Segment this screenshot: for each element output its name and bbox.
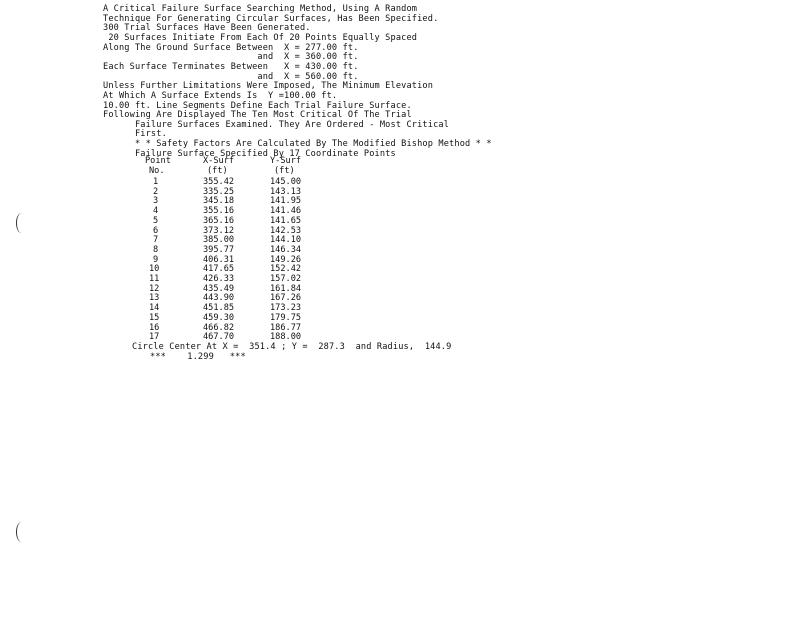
x-surf-value: 459.30 (203, 312, 235, 323)
x-surf-value: 417.65 (203, 264, 235, 275)
x-surf-value: 355.42 (203, 177, 235, 187)
left-bracket-mark (16, 213, 27, 233)
point-number: 9 (153, 254, 159, 265)
x-surf-value: 426.33 (203, 274, 235, 284)
column-subheader: (ft) (274, 166, 295, 176)
x-surf-value: 435.49 (203, 283, 235, 294)
y-surf-value: 152.42 (270, 264, 302, 275)
x-surf-value: 345.18 (203, 196, 235, 207)
y-surf-value: 141.95 (270, 196, 302, 207)
y-surf-value: 145.00 (270, 177, 302, 187)
column-header: Point (145, 156, 171, 166)
point-number: 7 (153, 235, 159, 246)
x-surf-value: 466.82 (203, 322, 235, 333)
y-surf-value: 146.34 (270, 244, 302, 255)
y-surf-value: 141.46 (270, 206, 302, 217)
header-line: Along The Ground Surface Between X = 277.00 ft. (103, 42, 359, 53)
x-surf-value: 451.85 (203, 303, 235, 314)
x-surf-value: 443.90 (203, 293, 235, 304)
header-line: A Critical Failure Surface Searching Method, Using A Random (103, 4, 418, 14)
circle-center-line: Circle Center At X = 351.4 ; Y = 287.3 and Radius, 144.9 (132, 342, 452, 352)
header-line: Technique For Generating Circular Surfaces, Has Been Specified. (103, 13, 439, 24)
point-number: 3 (153, 196, 159, 207)
y-surf-value: 188.00 (270, 332, 302, 343)
point-number: 8 (153, 244, 159, 255)
point-number: 10 (149, 264, 160, 275)
x-surf-value: 373.12 (203, 225, 235, 236)
y-surf-value: 161.84 (270, 283, 302, 294)
column-subheader: (ft) (207, 166, 228, 176)
y-surf-value: 144.10 (270, 235, 302, 246)
header-line: Each Surface Terminates Between X = 430.00 ft. (103, 61, 359, 72)
header-line: Following Are Displayed The Ten Most Critical Of The Trial (103, 110, 412, 121)
header-line: 20 Surfaces Initiate From Each Of 20 Points Equally Spaced (103, 32, 418, 43)
y-surf-value: 186.77 (270, 322, 302, 333)
x-surf-value: 406.31 (203, 254, 235, 265)
column-header: X-Surf (203, 156, 235, 166)
y-surf-value: 157.02 (270, 274, 302, 284)
y-surf-value: 143.13 (270, 186, 302, 197)
point-number: 12 (149, 283, 160, 294)
x-surf-value: 385.00 (203, 235, 235, 246)
y-surf-value: 179.75 (270, 312, 302, 323)
point-number: 13 (149, 293, 160, 304)
x-surf-value: 365.16 (203, 215, 235, 226)
point-number: 16 (149, 322, 160, 333)
point-number: 2 (153, 186, 159, 197)
point-number: 11 (149, 274, 160, 284)
x-surf-value: 395.77 (203, 244, 235, 255)
safety-factor-line: *** 1.299 *** (150, 352, 246, 362)
header-line: and X = 560.00 ft. (103, 71, 359, 82)
header-line: At Which A Surface Extends Is Y =100.00 ft. (103, 90, 338, 101)
header-line: * * Safety Factors Are Calculated By The Modified Bishop Method * * (103, 139, 492, 150)
y-surf-value: 149.26 (270, 254, 302, 265)
y-surf-value: 142.53 (270, 225, 302, 236)
point-number: 1 (153, 177, 159, 187)
y-surf-value: 167.26 (270, 293, 302, 304)
point-number: 15 (149, 312, 160, 323)
header-line: 10.00 ft. Line Segments Define Each Trial Failure Surface. (103, 100, 412, 111)
column-subheader: No. (149, 166, 165, 176)
column-header: Y-Surf (270, 156, 302, 166)
y-surf-value: 173.23 (270, 303, 302, 314)
header-line: First. (103, 129, 167, 140)
point-number: 4 (153, 206, 159, 217)
point-number: 5 (153, 215, 159, 226)
x-surf-value: 335.25 (203, 186, 235, 197)
point-number: 17 (149, 332, 160, 343)
x-surf-value: 467.70 (203, 332, 235, 343)
header-line: Unless Further Limitations Were Imposed, The Minimum Elevation (103, 81, 434, 92)
x-surf-value: 355.16 (203, 206, 235, 217)
header-line: Failure Surfaces Examined. They Are Ordered - Most Critical (103, 119, 450, 130)
header-line: Failure Surface Specified By 17 Coordinate Points (103, 148, 396, 159)
left-bracket-mark (16, 522, 27, 542)
point-number: 6 (153, 225, 159, 236)
y-surf-value: 141.65 (270, 215, 302, 226)
header-line: and X = 360.00 ft. (103, 52, 359, 63)
header-line: 300 Trial Surfaces Have Been Generated. (103, 23, 311, 34)
point-number: 14 (149, 303, 160, 314)
